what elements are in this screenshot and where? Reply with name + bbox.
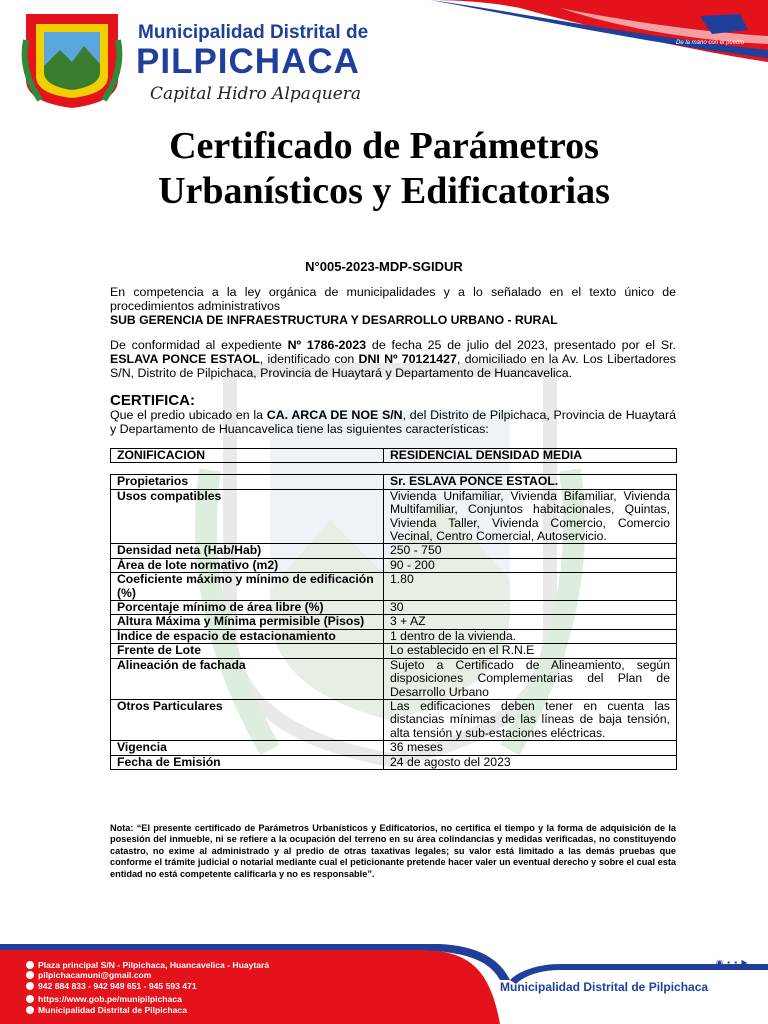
footer-website[interactable]: https://www.gob.pe/munipilpichaca — [38, 994, 182, 1004]
table-row — [111, 741, 677, 755]
footer-email[interactable]: pilpichacamuni@gmail.com — [38, 970, 152, 980]
row-value: 36 meses — [384, 741, 677, 755]
zonificacion-value: RESIDENCIAL DENSIDAD MEDIA — [384, 449, 677, 463]
table-row — [111, 629, 677, 643]
table-row — [111, 615, 677, 629]
row-value: Lo establecido en el R.N.E — [384, 644, 677, 658]
row-value: Las edificaciones deben tener en cuenta las distancias mínimas de las líneas de baja tensión, alta tensión y sub-estaciones eléctricas. — [384, 699, 677, 740]
row-label: Índice de espacio de estacionamiento — [111, 629, 384, 643]
letterhead — [0, 0, 768, 118]
social-media-icons: ◉ ▪ ▪ ▶ — [716, 958, 749, 967]
table-spacer-row — [111, 463, 677, 475]
applicant-dni: DNI Nº 70121427 — [358, 352, 457, 366]
certificate-number: N°005-2023-MDP-SGIDUR — [305, 259, 463, 274]
row-label: Vigencia — [111, 741, 384, 755]
footer-municipality-name: Municipalidad Distrital de Pilpichaca — [500, 980, 709, 994]
footer-phones: 942 884 833 - 942 949 651 - 945 593 471 — [38, 981, 197, 991]
property-address: CA. ARCA DE NOE S/N — [266, 408, 403, 422]
expediente-number: Nº 1786-2023 — [287, 338, 367, 352]
location-icon — [26, 961, 34, 969]
header-municipality-line: Municipalidad Distrital de — [138, 22, 369, 43]
footer-facebook[interactable]: Municipalidad Distrital de Pilpichaca — [38, 1005, 187, 1015]
facebook-icon — [26, 1006, 34, 1014]
table-row — [111, 644, 677, 658]
intro-paragraph: En competencia a la ley orgánica de municipalidades y a lo señalado en el texto único de procedimientos administrativos — [110, 285, 676, 313]
row-value: 90 - 200 — [384, 558, 677, 572]
zonificacion-row — [111, 449, 677, 463]
row-label: Propietarios — [111, 475, 384, 489]
municipal-crest-logo — [20, 10, 124, 110]
legal-note: Nota: “El presente certificado de Parámetros Urbanísticos y Edificatorios, no certifica el tiempo y la forma de adquisición de la posesión del inmueble, ni se refiere a la ocupación del terreno en su área colindancias y medidas verificadas, no constituyendo catastro, no exime al administrado y al predio de otras taxativas legales; su valor está limitado a las demás pruebas que conforme el trámite judicial o notarial mediante cual el peticionante pretende hacer valer un eventual derecho y sobre el cual esta entidad no está competente calificarla y no es responsable”. — [110, 823, 676, 879]
row-value: Vivienda Unifamiliar, Vivienda Bifamiliar, Vivienda Multifamiliar, Conjuntos habitacionales, Quintas, Vivienda Taller, Vivienda Comercio, Comercio Vecinal, Centro Comercial, Autoservicio. — [384, 489, 677, 544]
row-value: 1 dentro de la vivienda. — [384, 629, 677, 643]
header-motto: Capital Hidro Alpaquera — [150, 84, 362, 104]
row-label: Porcentaje mínimo de área libre (%) — [111, 601, 384, 615]
property-paragraph: Que el predio ubicado en la CA. ARCA DE NOE S/N, del Distrito de Pilpichaca, Provincia de Huaytará y Departamento de Huancavelica tiene las siguientes características: — [110, 408, 677, 436]
row-label: Fecha de Emisión — [111, 755, 384, 769]
row-value: 250 - 750 — [384, 544, 677, 558]
table-row — [111, 544, 677, 558]
table-row — [111, 601, 677, 615]
row-label: Densidad neta (Hab/Hab) — [111, 544, 384, 558]
header-slogan: De la mano con el pueblo — [676, 40, 745, 46]
certifica-heading: CERTIFICA: — [110, 392, 195, 409]
row-label: Coeficiente máximo y mínimo de edificación (%) — [111, 573, 384, 601]
zonificacion-label: ZONIFICACION — [111, 449, 384, 463]
row-label: Alineación de fachada — [111, 658, 384, 699]
row-value: 3 + AZ — [384, 615, 677, 629]
table-row — [111, 475, 677, 489]
web-icon — [26, 995, 34, 1003]
row-value: 30 — [384, 601, 677, 615]
row-value: Sujeto a Certificado de Alineamiento, según disposiciones Complementarias del Plan de Desarrollo Urbano — [384, 658, 677, 699]
row-label: Otros Particulares — [111, 699, 384, 740]
parameters-table — [110, 448, 677, 770]
footer-address: Plaza principal S/N - Pilpichaca, Huancavelica - Huaytará — [38, 960, 270, 970]
conformity-paragraph: De conformidad al expediente Nº 1786-2023 de fecha 25 de julio del 2023, presentado por el Sr. ESLAVA PONCE ESTAOL, identificado con DNI Nº 70121427, domiciliado en la Av. Los Libertadores S/N, Distrito de Pilpichaca, Provincia de Huaytará y Departamento de Huancavelica. — [110, 338, 677, 380]
row-value: 24 de agosto del 2023 — [384, 755, 677, 769]
table-row — [111, 489, 677, 544]
table-row — [111, 558, 677, 572]
row-label: Usos compatibles — [111, 489, 384, 544]
row-value: 1.80 — [384, 573, 677, 601]
table-row — [111, 658, 677, 699]
table-row — [111, 573, 677, 601]
applicant-name: ESLAVA PONCE ESTAOL — [110, 352, 260, 366]
table-row — [111, 699, 677, 740]
row-label: Área de lote normativo (m2) — [111, 558, 384, 572]
phone-icon — [26, 982, 34, 990]
email-icon — [26, 971, 34, 979]
row-label: Altura Máxima y Mínima permisible (Pisos) — [111, 615, 384, 629]
footer — [0, 940, 768, 1024]
table-row — [111, 755, 677, 769]
header-district-name: PILPICHACA — [136, 42, 360, 81]
row-label: Frente de Lote — [111, 644, 384, 658]
issuing-department: SUB GERENCIA DE INFRAESTRUCTURA Y DESARROLLO URBANO - RURAL — [110, 313, 558, 327]
row-value: Sr. ESLAVA PONCE ESTAOL. — [384, 475, 677, 489]
document-title: Certificado de Parámetros Urbanísticos y Edificatorias — [158, 125, 610, 212]
